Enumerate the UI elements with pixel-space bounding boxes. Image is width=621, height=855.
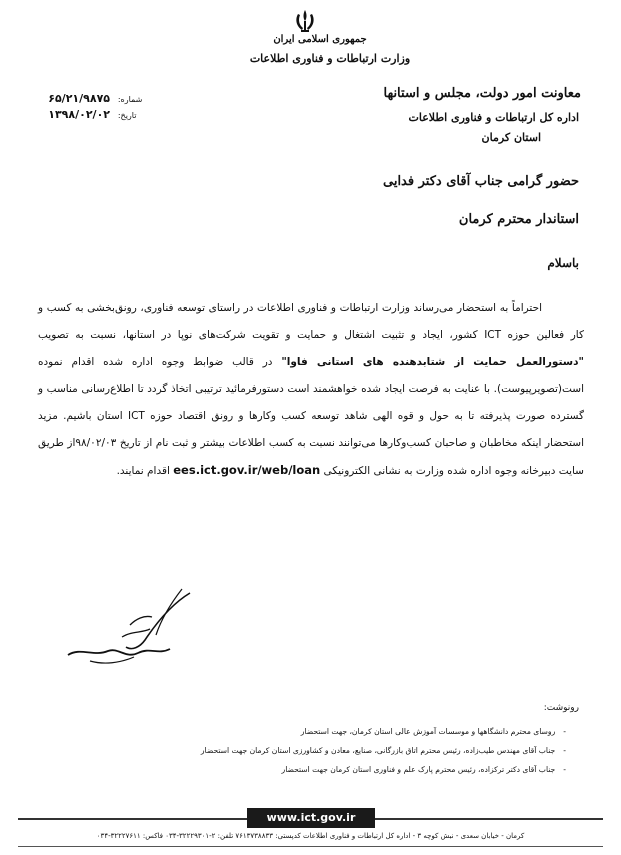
footer-website[interactable]: www.ict.gov.ir — [247, 808, 375, 828]
ministry-name: وزارت ارتباطات و فناوری اطلاعات — [249, 52, 411, 65]
cc-title: رونوشت: — [543, 703, 579, 713]
letter-date-label: تاریخ: — [117, 111, 137, 120]
footer-address: کرمان - خیابان سعدی - نبش کوچه ۳ - اداره کل ارتباطات و فناوری اطلاعات کدپستی: ۷۶۱۳۷۳۸۸۳۳ تلفن: ۲-۳۲۲۲۹۳۰۱-۰۳۴ فاکس: ۳۲۲۲۷۶۱۱-۰۳۴ — [96, 832, 525, 840]
addressee-title: استاندار محترم کرمان — [458, 212, 579, 227]
greeting: باسلام — [547, 256, 579, 270]
body-part-2: در قالب ضوابط وجوه اداره شده اقدام نموده است(تصویرپیوست). با عنایت به فرصت ایجاد شده خواهشمند است دستورفرمائید ترتیبی اتخاذ گردد تا اطلاع‌رسانی مناسب و گسترده صورت پذیرفته تا به حول و قوه الهی شاهد توسعه کسب وکارها و رونق اقتصاد حوزه ICT استان باشیم. مزید استحضار اینکه مخاطبان و صاحبان کسب‌وکارها می‌توانند نسبت به کسب اطلاعات بیشتر و ثبت نام از تاریخ ۹۸/۰۲/۰۳از طریق سایت دبیرخانه وجوه اداره شده وزارت به نشانی الکترونیکی — [38, 356, 584, 477]
letter-number-value: ۶۵/۲۱/۹۸۷۵ — [48, 92, 110, 105]
body-part-3: اقدام نمایند. — [116, 465, 174, 477]
loan-url-link[interactable]: ees.ict.gov.ir/web/loan — [173, 463, 321, 477]
body-part-1: احتراماً به استحضار می‌رساند وزارت ارتباطات و فناوری اطلاعات در راستای توسعه فناوری، رونق‌بخشی به کسب و کار فعالین حوزه ICT کشور، ایجاد و تثبیت اشتغال و حمایت و تقویت شرکت‌های نوپا در استانها، نسبت به تصویب — [38, 302, 584, 341]
country-name: جمهوری اسلامی ایران — [273, 34, 367, 45]
letter-date-value: ۱۳۹۸/۰۲/۰۲ — [48, 108, 110, 121]
footer-bottom-divider — [18, 846, 603, 847]
sender-province: استان کرمان — [481, 131, 541, 144]
body-bold-title: "دستورالعمل حمایت از شتابدهنده های استانی فاوا" — [281, 356, 584, 368]
sender-deputy: معاونت امور دولت، مجلس و استانها — [383, 86, 581, 101]
letter-body — [38, 295, 584, 485]
sender-directorate: اداره کل ارتباطات و فناوری اطلاعات — [408, 111, 579, 124]
handwritten-signature — [60, 585, 200, 675]
body-paragraph — [38, 295, 584, 485]
cc-item: - روسای محترم دانشگاهها و موسسات آموزش عالی استان کرمان، جهت استحضار — [236, 722, 566, 741]
cc-list — [200, 722, 566, 779]
letter-number-label: شماره: — [117, 95, 143, 104]
iran-emblem-icon — [292, 8, 318, 34]
letter-number — [40, 92, 160, 105]
letter-date — [40, 108, 160, 121]
addressee-name: حضور گرامی جناب آقای دکتر فدایی — [382, 174, 579, 189]
cc-item: - جناب آقای دکتر ترکزاده، رئیس محترم پارک علم و فناوری استان کرمان جهت استحضار — [236, 760, 566, 779]
cc-item: - جناب آقای مهندس طیب‌زاده، رئیس محترم اتاق بازرگانی، صنایع، معادن و کشاورزی استان کرمان جهت استحضار — [236, 741, 566, 760]
